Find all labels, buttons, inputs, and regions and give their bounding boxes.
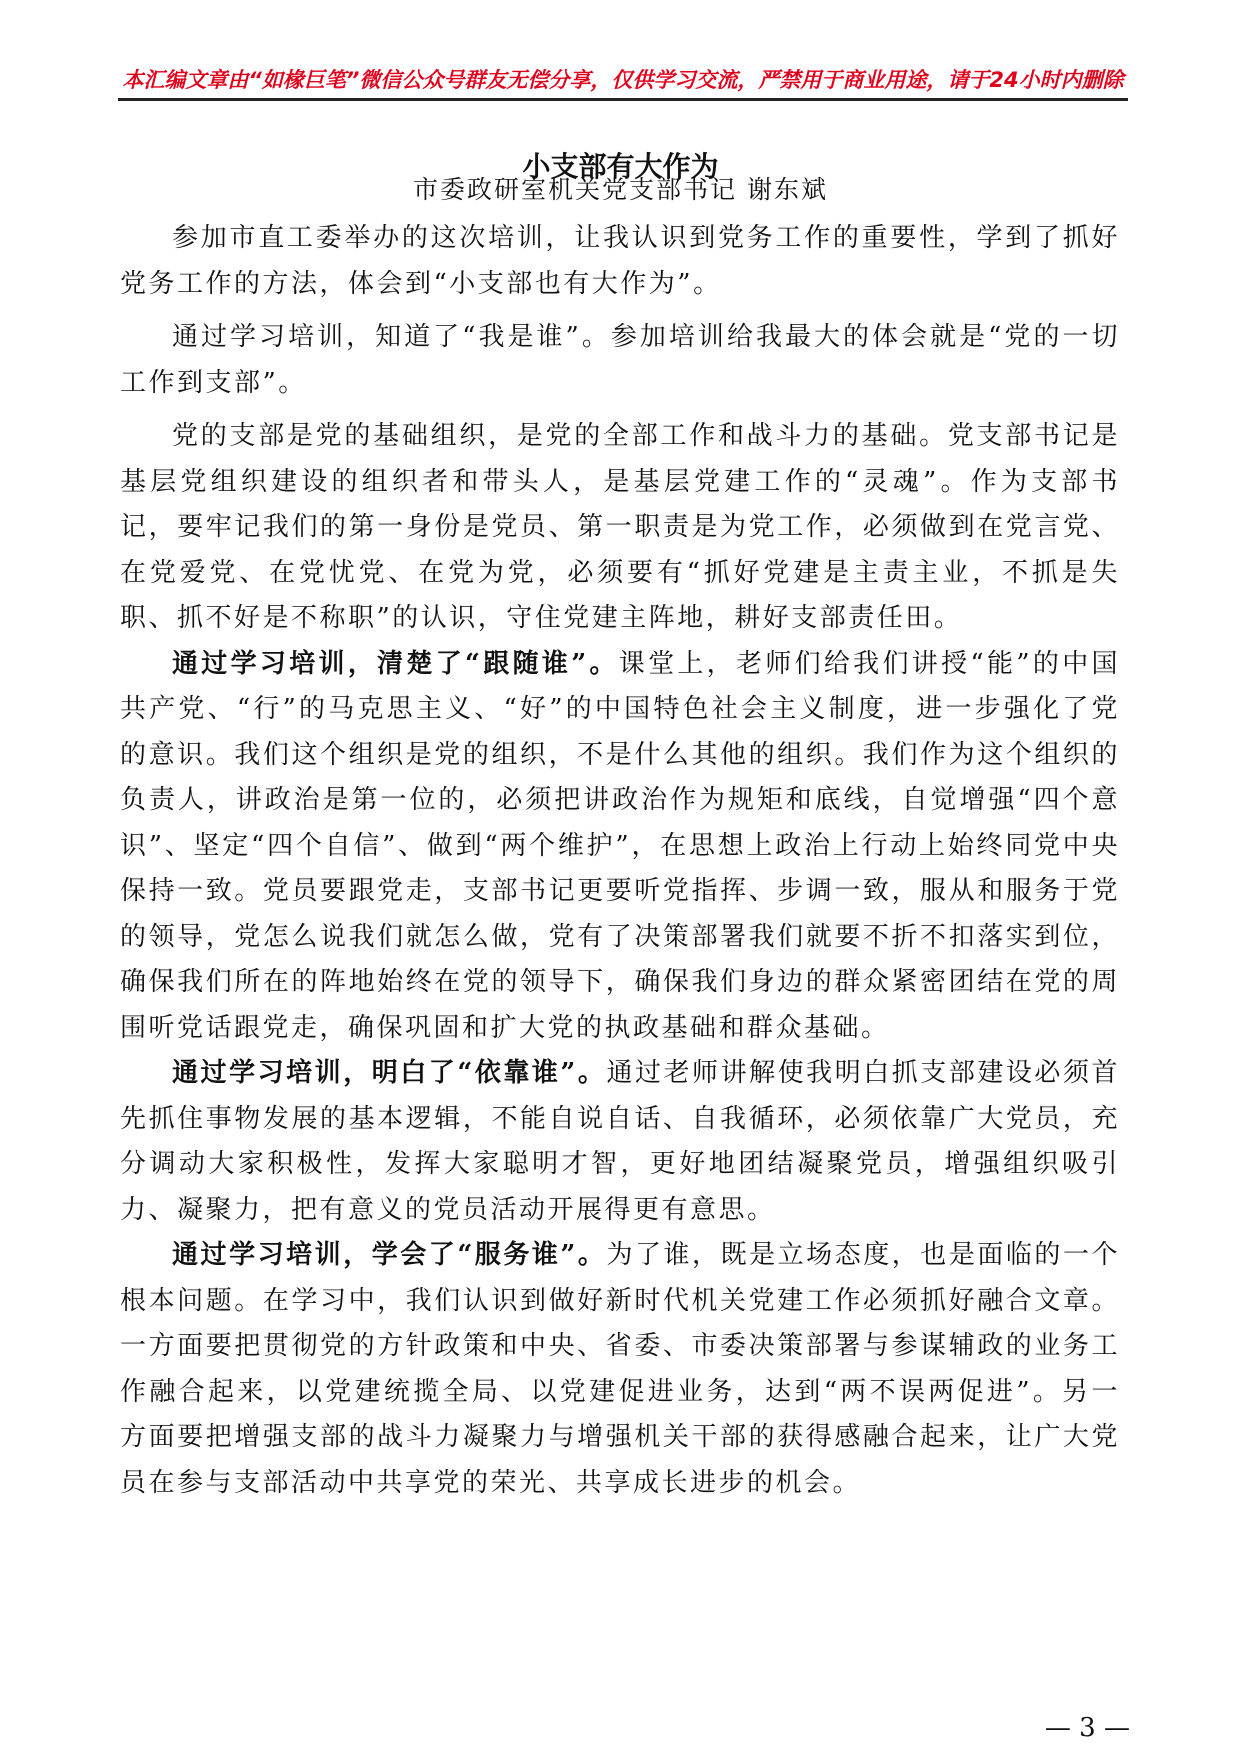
article-body [120, 216, 1120, 1506]
paragraph-text: 参加市直工委举办的这次培训，让我认识到党务工作的重要性，学到了抓好党务工作的方法，体会到“小支部也有大作为”。 [120, 223, 1120, 299]
paragraph-text: 为了谁，既是立场态度，也是面临的一个根本问题。在学习中，我们认识到做好新时代机关党建工作必须抓好融合文章。一方面要把贯彻党的方针政策和中央、省委、市委决策部署与参谋辅政的业务工作融合起来，以党建统揽全局、以党建促进业务，达到“两不误两促进”。另一方面要把增强支部的战斗力凝聚力与增强机关干部的获得感融合起来，让广大党员在参与支部活动中共享党的荣光、共享成长进步的机会。 [120, 1240, 1120, 1498]
paragraph [120, 1051, 1120, 1233]
paragraph-text: 党的支部是党的基础组织，是党的全部工作和战斗力的基础。党支部书记是基层党组织建设的组织者和带头人，是基层党建工作的“灵魂”。作为支部书记，要牢记我们的第一身份是党员、第一职责是为党工作，必须做到在党言党、在党爱党、在党忧党、在党为党，必须要有“抓好党建是主责主业，不抓是失职、抓不好是不称职”的认识，守住党建主阵地，耕好支部责任田。 [120, 421, 1120, 633]
paragraph [120, 216, 1120, 307]
paragraph-text: 通过学习培训，知道了“我是谁”。参加培训给我最大的体会就是“党的一切工作到支部”。 [120, 322, 1120, 398]
paragraph-lead: 通过学习培训，学会了“服务谁”。 [172, 1240, 607, 1270]
article-byline: 市委政研室机关党支部书记 谢东斌 [413, 175, 828, 204]
paragraph-text: 课堂上，老师们给我们讲授“能”的中国共产党、“行”的马克思主义、“好”的中国特色社会主义制度，进一步强化了党的意识。我们这个组织是党的组织，不是什么其他的组织。我们作为这个组织的负责人，讲政治是第一位的，必须把讲政治作为规矩和底线，自觉增强“四个意识”、坚定“四个自信”、做到“两个维护”，在思想上政治上行动上始终同党中央保持一致。党员要跟党走，支部书记更要听党指挥、步调一致，服从和服务于党的领导，党怎么说我们就怎么做，党有了决策部署我们就要不折不扣落实到位，确保我们所在的阵地始终在党的领导下，确保我们身边的群众紧密团结在党的周围听党话跟党走，确保巩固和扩大党的执政基础和群众基础。 [120, 648, 1120, 1043]
paragraph [120, 315, 1120, 406]
paragraph-text: 通过老师讲解使我明白抓支部建设必须首先抓住事物发展的基本逻辑，不能自说自话、自我循环，必须依靠广大党员，充分调动大家积极性，发挥大家聪明才智，更好地团结凝聚党员，增强组织吸引力、凝聚力，把有意义的党员活动开展得更有意思。 [120, 1058, 1120, 1225]
paragraph-lead: 通过学习培训，明白了“依靠谁”。 [172, 1058, 607, 1088]
paragraph [120, 1233, 1120, 1506]
distribution-notice: 本汇编文章由“如椽巨笔”微信公众号群友无偿分享，仅供学习交流，严禁用于商业用途，请于24小时内删除 [122, 68, 1124, 92]
paragraph-lead: 通过学习培训，清楚了“跟随谁”。 [172, 648, 619, 679]
page-number: — 3 — [1044, 1713, 1130, 1743]
article-title: 小支部有大作为 [522, 149, 719, 183]
paragraph [120, 414, 1120, 642]
header-rule [118, 98, 1128, 101]
paragraph [120, 642, 1120, 1052]
